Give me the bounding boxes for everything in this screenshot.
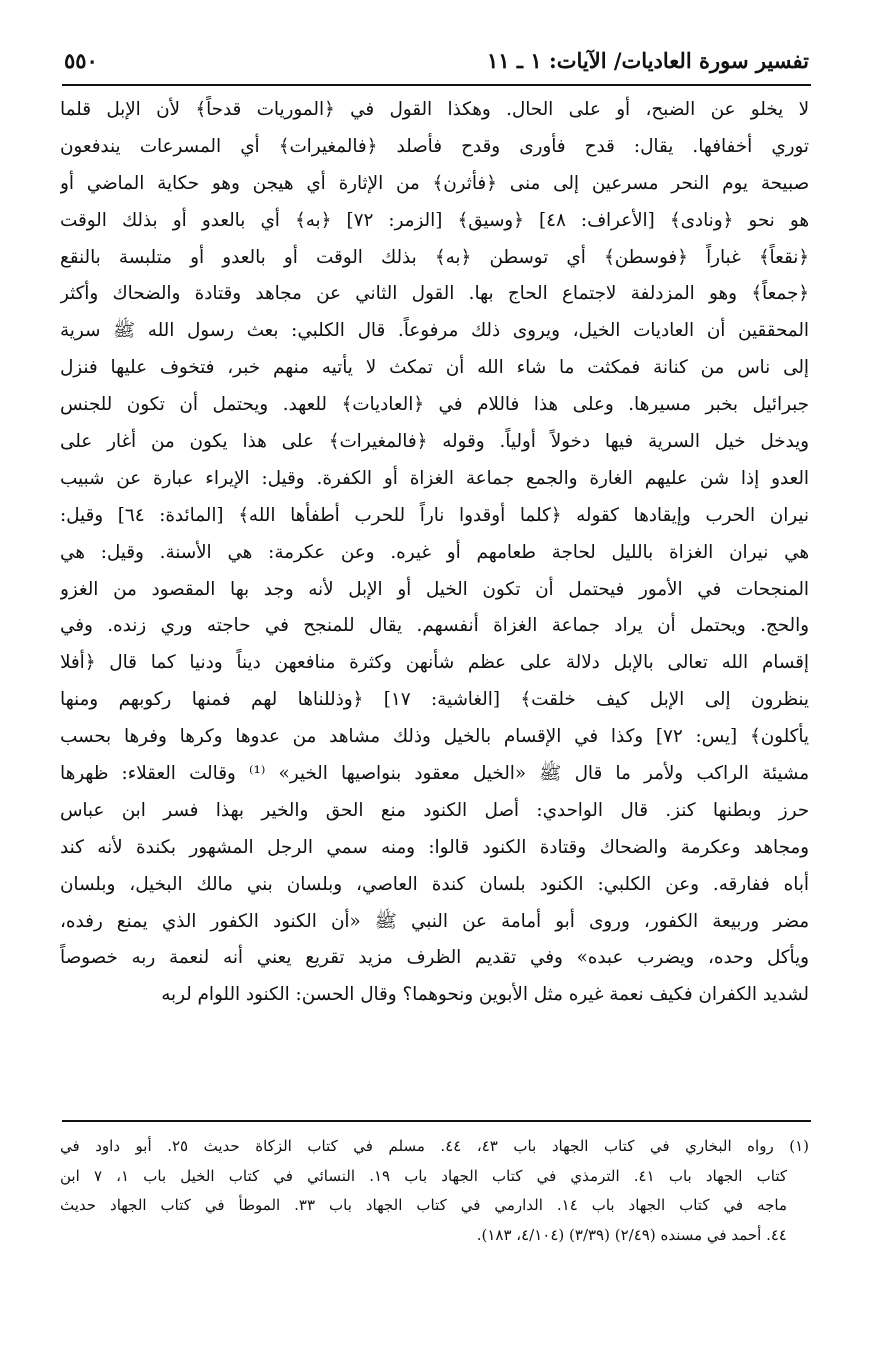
text-line: مضر وربيعة الكفور، وروى أبو أمامة عن النبي ﷺ «أن الكنود الكفور الذي يمنع رفده، [60, 910, 809, 932]
header-rule [62, 84, 811, 86]
text-line: ﴿جمعاً﴾ وهو المزدلفة لاجتماع الحاج بها. القول الثاني عن مجاهد وقتادة والضحاك وأكثر [60, 283, 809, 305]
footnotes [60, 1132, 809, 1250]
running-title: تفسير سورة العاديات/ الآيات: ١ ـ ١١ [487, 47, 809, 73]
text-line: أباه ففارقه. وعن الكلبي: الكنود بلسان كندة العاصي، وبلسان بني مالك البخيل، وبلسان [60, 873, 809, 895]
page-header [64, 40, 809, 80]
text-line: حرز وبطنها كنز. قال الواحدي: أصل الكنود منع الحق والخير بهذا فسر ابن عباس [60, 799, 809, 821]
text-line: إقسام الله تعالى بالإبل دلالة على عظم شأنهن وكثرة منافعهن ديناً ودنيا كما قال ﴿أفلا [60, 652, 809, 674]
text-line: نيران الحرب وإيقادها كقوله ﴿كلما أوقدوا ناراً للحرب أطفأها الله﴾ [المائدة: ٦٤] وقيل: [60, 504, 809, 526]
text-line: العدو إذا شن عليهم الغارة والجمع جماعة الغزاة أو الكفرة. وقيل: الإيراء عبارة عن شبيب [60, 467, 809, 489]
footnote-rule [62, 1120, 811, 1122]
text-line: ينظرون إلى الإبل كيف خلقت﴾ [الغاشية: ١٧] ﴿وذللناها لهم فمنها ركوبهم ومنها [60, 689, 809, 711]
text-line: توري أخفافها. يقال: قدح فأورى وقدح فأصلد ﴿فالمغيرات﴾ أي المسرعات يندفعون [60, 135, 809, 157]
text-line: والحج. ويحتمل أن يراد جماعة الغزاة أنفسهم. يقال للمنجح في حاجته وري زنده. وفي [60, 615, 809, 637]
footnote-line: كتاب الجهاد باب ٤١. الترمذي في كتاب الجهاد باب ١٩. النسائي في كتاب الخيل باب ١، ٧ ابن [60, 1166, 787, 1185]
main-text [60, 92, 809, 1014]
text-line: ويدخل خيل السرية فيها دخولاً أولياً. وقوله ﴿فالمغيرات﴾ على هذا يكون من أغار على [60, 431, 809, 453]
text-line: جبرائيل بخبر مسيرها. وعلى هذا فاللام في ﴿العاديات﴾ للعهد. ويحتمل أن تكون للجنس [60, 394, 809, 416]
text-line: إلى ناس من كنانة فمكثت ما شاء الله أن تمكث لا يأتيه منهم خبر، فتخوف عليها فنزل [60, 357, 809, 379]
text-line: ويأكل وحده، ويضرب عبده» وفي تقديم الظرف مزيد تقريع يعني أنه لنعمة ربه خصوصاً [60, 947, 809, 969]
text-line: هو نحو ﴿ونادى﴾ [الأعراف: ٤٨] ﴿وسيق﴾ [الزمر: ٧٢] ﴿به﴾ أي بالعدو أو بذلك الوقت [60, 209, 809, 231]
page-number: ٥٥٠ [64, 47, 98, 73]
text-line: ومجاهد وعكرمة والضحاك وقتادة الكنود قالوا: ومنه سمي الرجل المشهور بكندة لأنه كند [60, 836, 809, 858]
text-line: ﴿نقعاً﴾ غباراً ﴿فوسطن﴾ أي توسطن ﴿به﴾ بذلك الوقت أو بالعدو أو متلبسة بالنقع [60, 246, 809, 268]
text-line: مشيئة الراكب ولأمر ما قال ﷺ «الخيل معقود بنواصيها الخير» ⁽¹⁾ وقالت العقلاء: ظهرها [60, 763, 809, 785]
text-line: هي نيران الغزاة بالليل لحاجة طعامهم أو غيره. وعن عكرمة: هي الأسنة. وقيل: هي [60, 541, 809, 563]
footnote-line: ٤٤. أحمد في مسنده (٢/٤٩) (٣/٣٩) (٤/١٠٤، ١٨٣). [476, 1225, 787, 1244]
text-line: المنجحات في الأمور فيحتمل أن تكون الخيل أو الإبل لأنه وجد بها المقصود من الغزو [60, 578, 809, 600]
text-line: يأكلون﴾ [يس: ٧٢] وكذا في الإقسام بالخيل وذلك مشاهد من عدوها وكرها وفرها بحسب [60, 726, 809, 748]
text-line: لا يخلو عن الضبح، أو على الحال. وهكذا القول في ﴿الموريات قدحاً﴾ لأن الإبل قلما [60, 99, 809, 120]
text-line: لشديد الكفران فكيف نعمة غيره مثل الأبوين ونحوهما؟ وقال الحسن: الكنود اللوام لربه [161, 984, 809, 1006]
text-line: صبيحة يوم النحر مسرعين إلى منى ﴿فأثرن﴾ من الإثارة أي هيجن وهو حكاية الماضي أو [60, 172, 809, 194]
footnote-line: ماجه في كتاب الجهاد باب ١٤. الدارمي في كتاب الجهاد باب ٣٣. الموطأ في كتاب الجهاد حديث [60, 1196, 787, 1214]
text-line: المحققين أن العاديات الخيل، ويروى ذلك مرفوعاً. قال الكلبي: بعث رسول الله ﷺ سرية [60, 320, 809, 342]
footnote-line: (١) رواه البخاري في كتاب الجهاد باب ٤٣، ٤٤. مسلم في كتاب الزكاة حديث ٢٥. أبو داود في [60, 1137, 809, 1155]
